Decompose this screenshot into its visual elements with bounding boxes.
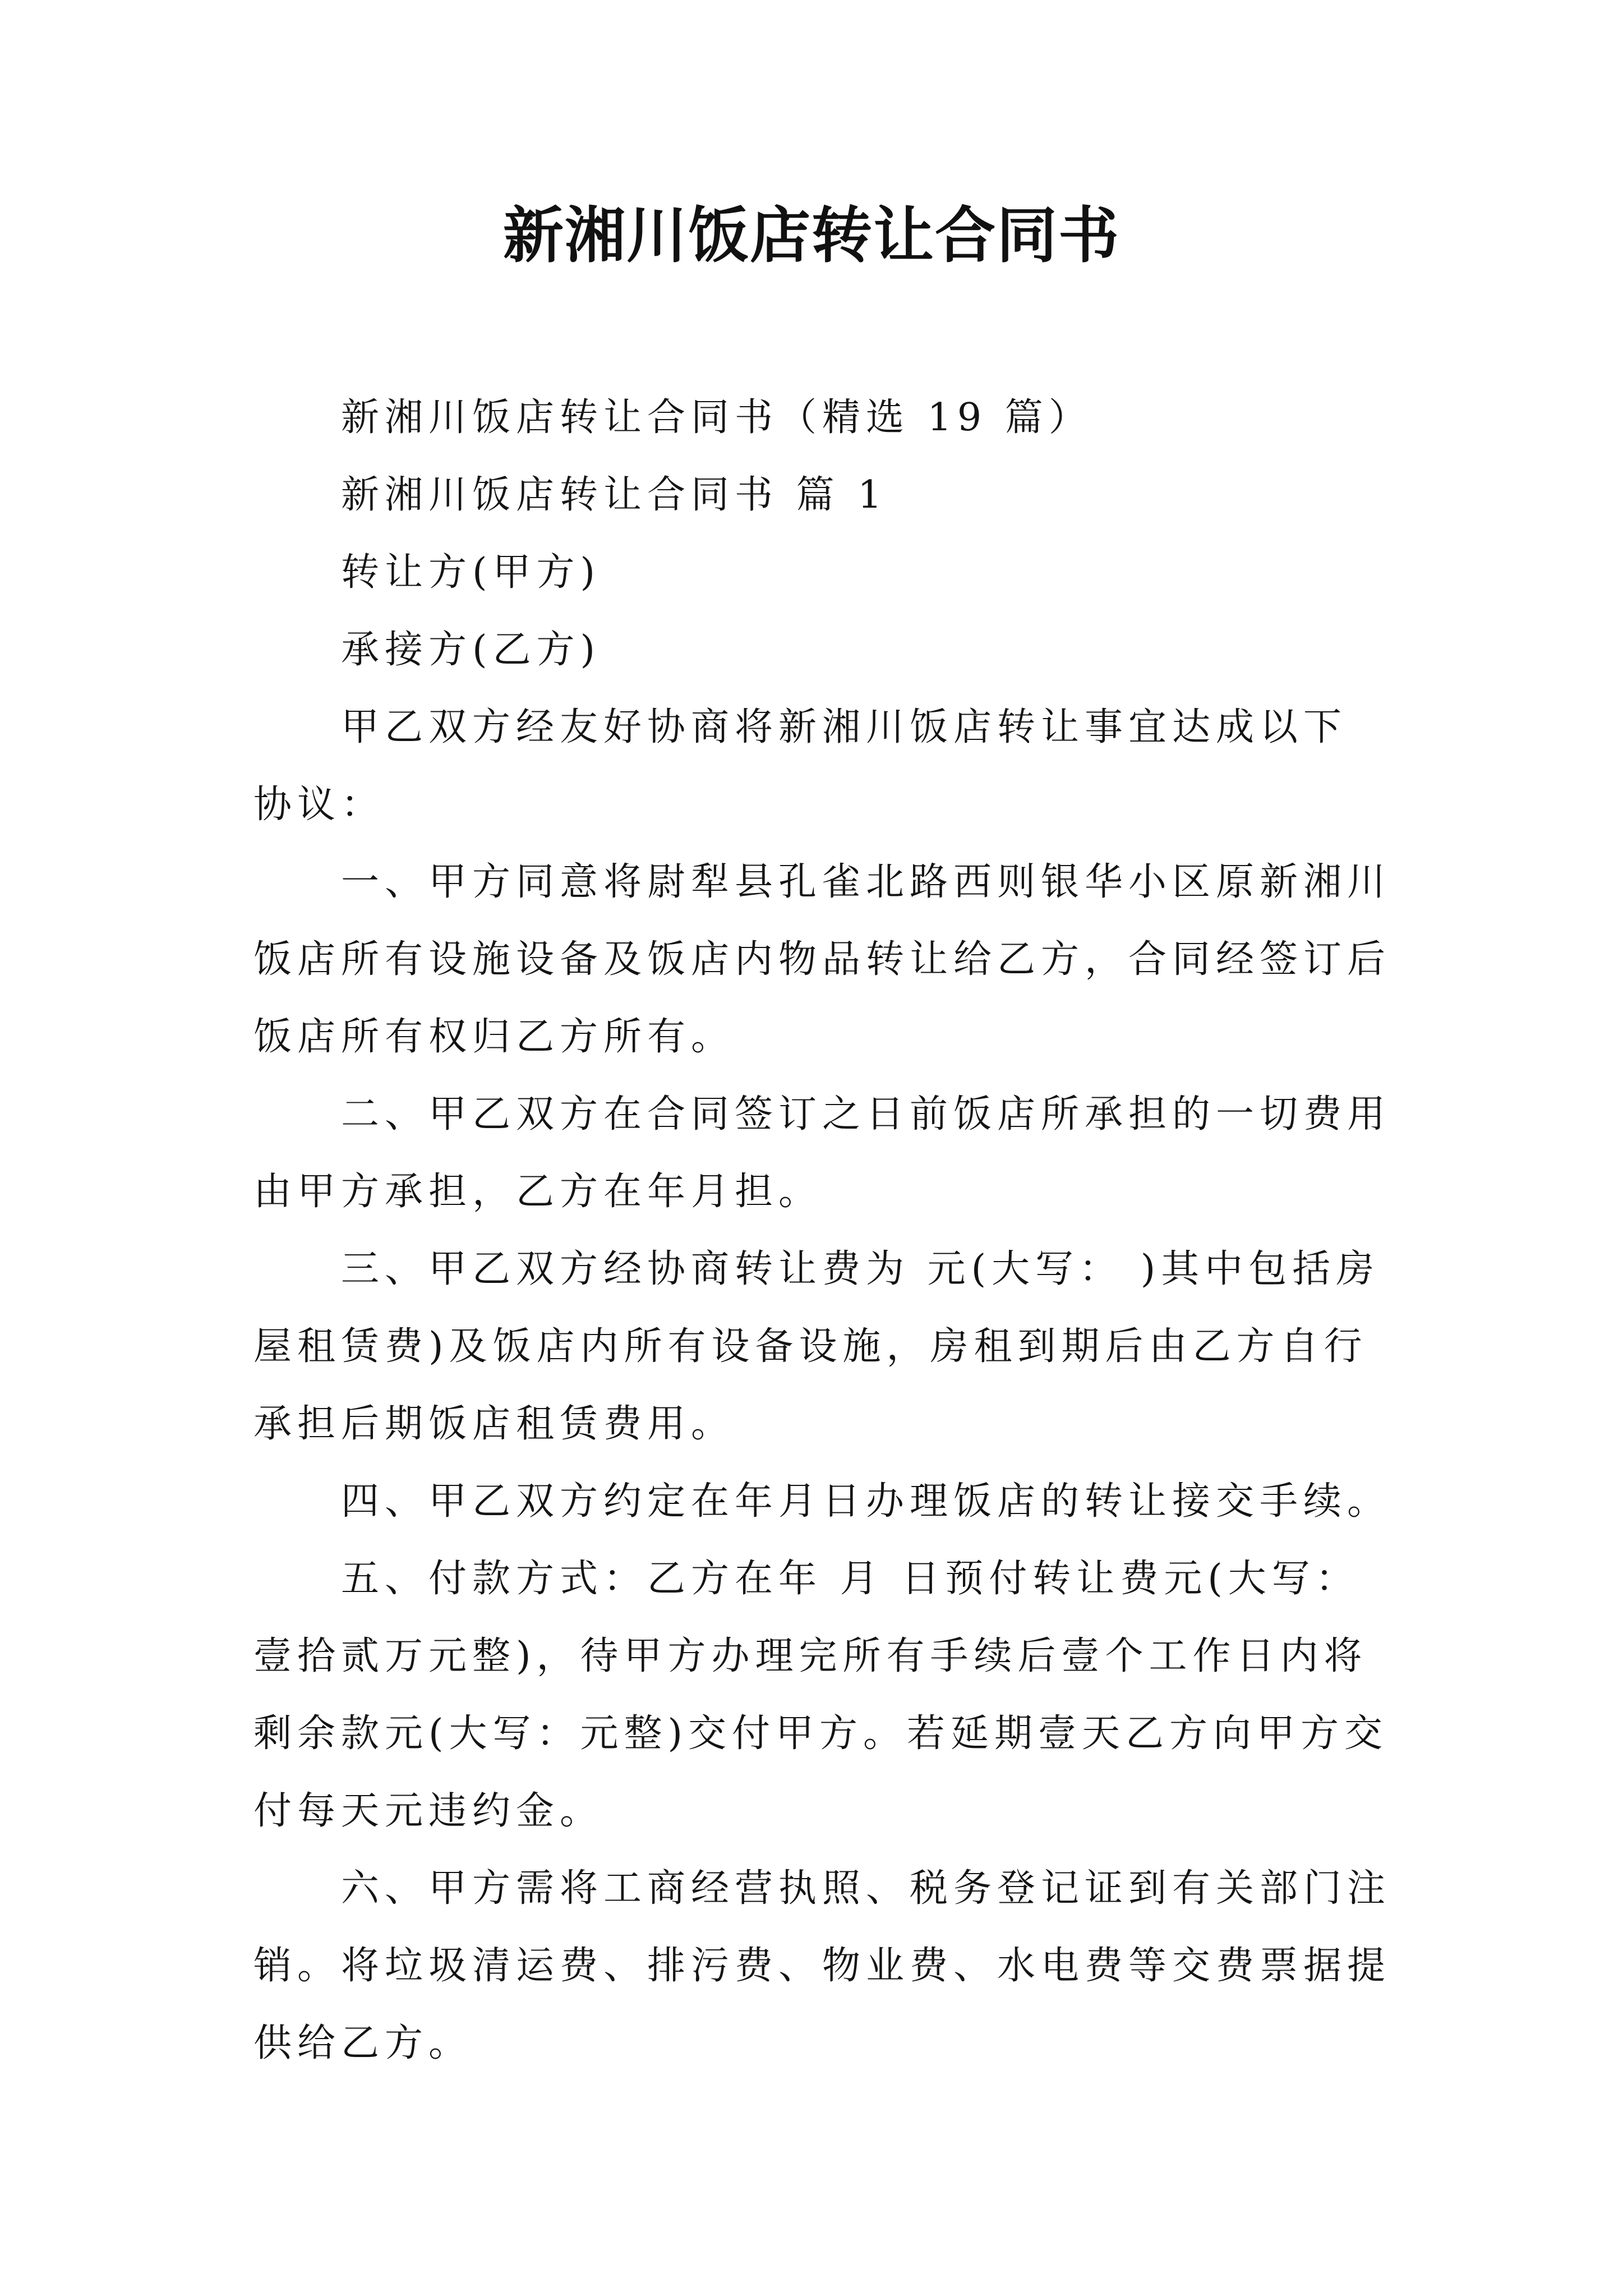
- paragraph-clause-1: [253, 844, 1487, 1076]
- paragraph-section-heading: [253, 457, 1487, 534]
- paragraph-line: 二、甲乙双方在合同签订之日前饭店所承担的一切费用: [341, 1092, 1391, 1137]
- paragraph-clause-5: [253, 1540, 1487, 1850]
- paragraph-line: 六、甲方需将工商经营执照、税务登记证到有关部门注: [341, 1866, 1391, 1911]
- paragraph-clause-3: [253, 1231, 1487, 1463]
- document-title: 新湘川饭店转让合同书: [502, 200, 1120, 271]
- paragraph-line: 壹拾贰万元整)，待甲方办理完所有手续后壹个工作日内将: [253, 1634, 1368, 1678]
- paragraph-line: 供给乙方。: [253, 2021, 473, 2065]
- paragraph-line: 屋租赁费)及饭店内所有设备设施，房租到期后由乙方自行: [253, 1324, 1368, 1369]
- paragraph-line: 甲乙双方经友好协商将新湘川饭店转让事宜达成以下: [341, 705, 1348, 749]
- paragraph-line: 转让方(甲方): [341, 550, 601, 595]
- paragraph-line: 一、甲方同意将尉犁县孔雀北路西则银华小区原新湘川: [341, 860, 1391, 904]
- document-body: [253, 379, 1487, 2082]
- paragraph-line: 由甲方承担，乙方在年月担。: [253, 1170, 823, 1214]
- paragraph-transferee: [253, 611, 1487, 689]
- paragraph-line: 饭店所有设施设备及饭店内物品转让给乙方，合同经签订后: [253, 937, 1391, 982]
- paragraph-transferor: [253, 534, 1487, 611]
- paragraph-line: 新湘川饭店转让合同书（精选 19 篇）: [341, 395, 1092, 440]
- paragraph-line: 承接方(乙方): [341, 628, 601, 672]
- paragraph-line: 四、甲乙双方约定在年月日办理饭店的转让接交手续。: [341, 1479, 1391, 1524]
- paragraph-line: 付每天元违约金。: [253, 1789, 604, 1833]
- paragraph-line: 新湘川饭店转让合同书 篇 1: [341, 473, 888, 517]
- paragraph-preamble: [253, 689, 1487, 844]
- paragraph-line: 三、甲乙双方经协商转让费为 元(大写： )其中包括房: [341, 1247, 1380, 1291]
- paragraph-clause-6: [253, 1850, 1487, 2082]
- paragraph-line: 销。将垃圾清运费、排污费、物业费、水电费等交费票据提: [253, 1944, 1391, 1988]
- paragraph-line: 饭店所有权归乙方所有。: [253, 1015, 735, 1059]
- paragraph-line: 协议：: [253, 783, 385, 827]
- paragraph-clause-2: [253, 1076, 1487, 1231]
- paragraph-line: 剩余款元(大写：元整)交付甲方。若延期壹天乙方向甲方交: [253, 1711, 1389, 1756]
- paragraph-clause-4: [253, 1463, 1487, 1540]
- paragraph-line: 承担后期饭店租赁费用。: [253, 1402, 735, 1446]
- paragraph-subtitle: [253, 379, 1487, 457]
- paragraph-line: 五、付款方式：乙方在年 月 日预付转让费元(大写：: [341, 1557, 1359, 1601]
